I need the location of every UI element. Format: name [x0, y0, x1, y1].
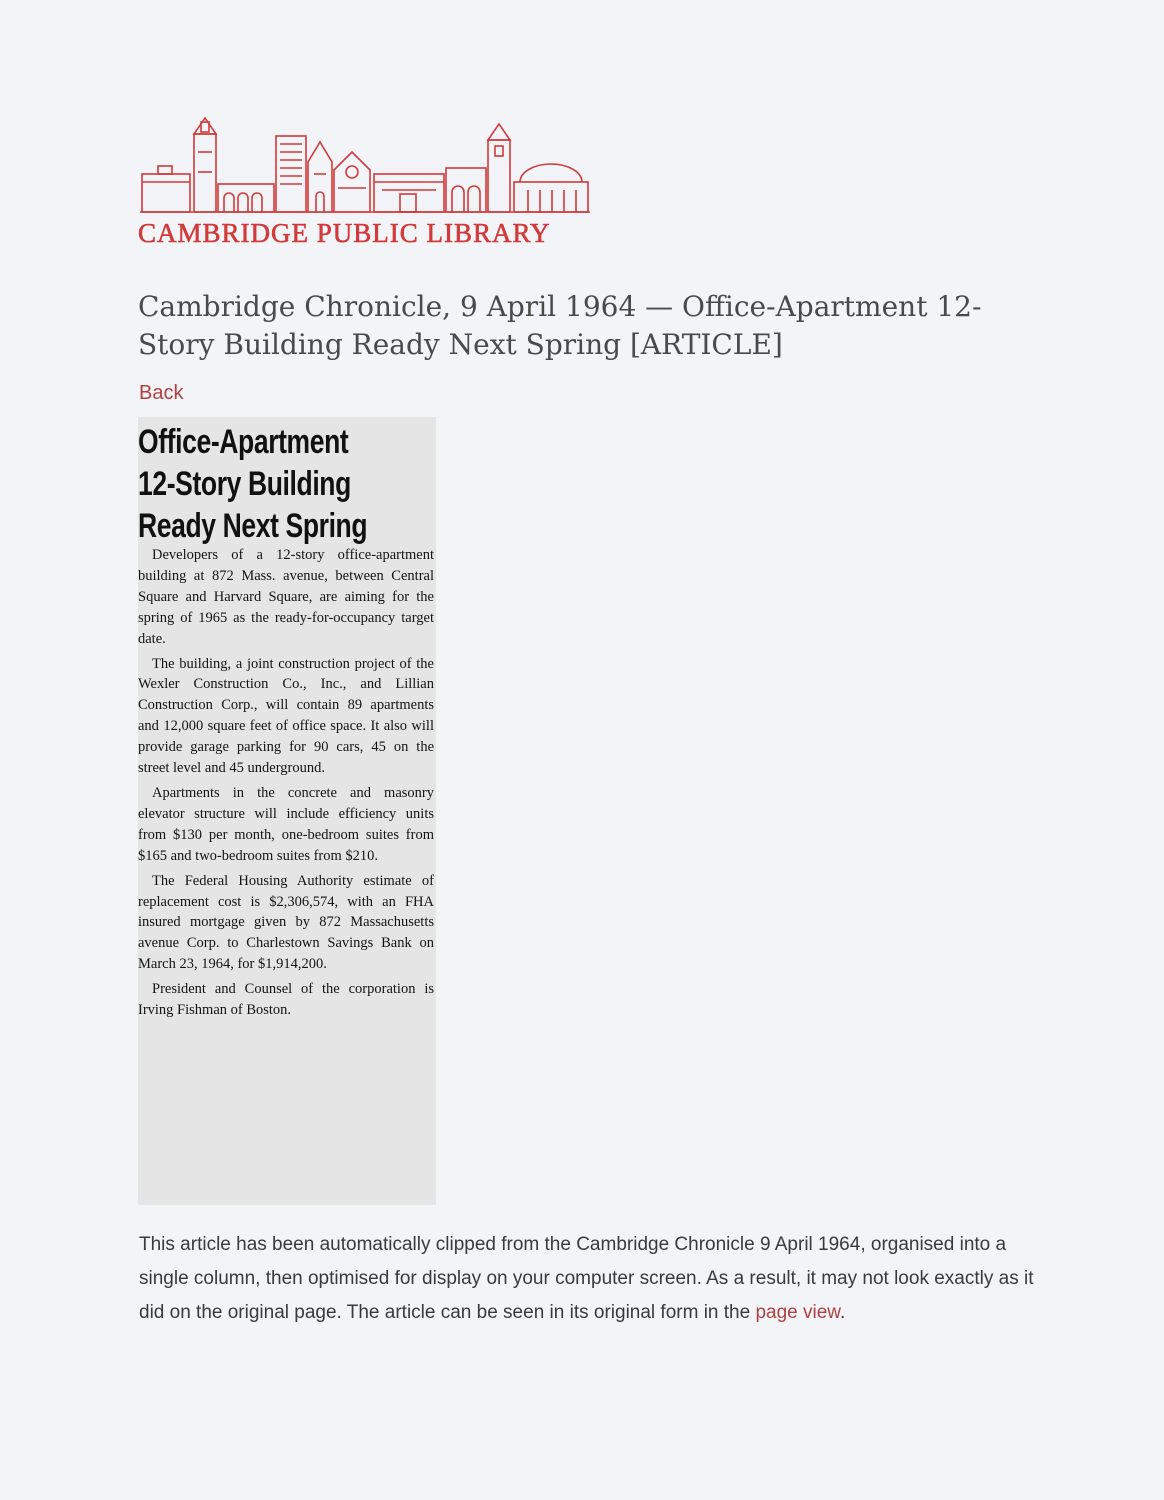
- article-paragraph: The building, a joint construction project of the Wexler Construction Co., Inc., and Lillian Construction Corp., will contain 89 apartments and 12,000 square feet of office space. It also will provide garage parking for 90 cars, 45 on the street level and 45 underground.: [138, 655, 434, 777]
- headline-line: 12-Story Building: [138, 465, 351, 503]
- clipping-note-end: .: [839, 1302, 846, 1323]
- article-paragraph: Developers of a 12-story office-apartment building at 872 Mass. avenue, between Central Square and Harvard Square, are aiming for the spring of 1965 as the ready-for-occupancy target date.: [138, 547, 434, 647]
- skyline-icon: [138, 112, 594, 216]
- headline-line: Office-Apartment: [138, 423, 349, 461]
- article-paragraph: Apartments in the concrete and masonry elevator structure will include efficiency units from $130 per month, one-bedroom suites from $165 and two-bedroom suites from $210.: [138, 784, 434, 864]
- article-body: [138, 545, 434, 1025]
- back-link[interactable]: Back: [139, 382, 184, 404]
- article-clipping-image: [138, 417, 436, 1205]
- headline-line: Ready Next Spring: [138, 507, 368, 545]
- article-headline: [138, 421, 434, 547]
- clipping-note-text: This article has been automatically clipped from the Cambridge Chronicle 9 April 1964, organised into a single column, then optimised for display on your computer screen. As a result, it may not look exactly as it did on the original page. The article can be seen in its original form in the: [139, 1234, 1034, 1323]
- article-paragraph: The Federal Housing Authority estimate of replacement cost is $2,306,574, with an FHA insured mortgage given by 872 Massachusetts avenue Corp. to Charlestown Savings Bank on March 23, 1964, for $1,914,200.: [138, 872, 434, 973]
- page-title: Cambridge Chronicle, 9 April 1964 — Office-Apartment 12-Story Building Ready Next Spring [ARTICLE]: [138, 290, 982, 361]
- article-paragraph: President and Counsel of the corporation is Irving Fishman of Boston.: [138, 981, 434, 1019]
- logo-text: CAMBRIDGE PUBLIC LIBRARY: [138, 218, 551, 248]
- page-view-link[interactable]: page view: [755, 1302, 840, 1323]
- clipping-note: [139, 1228, 1039, 1330]
- library-logo[interactable]: [138, 112, 594, 252]
